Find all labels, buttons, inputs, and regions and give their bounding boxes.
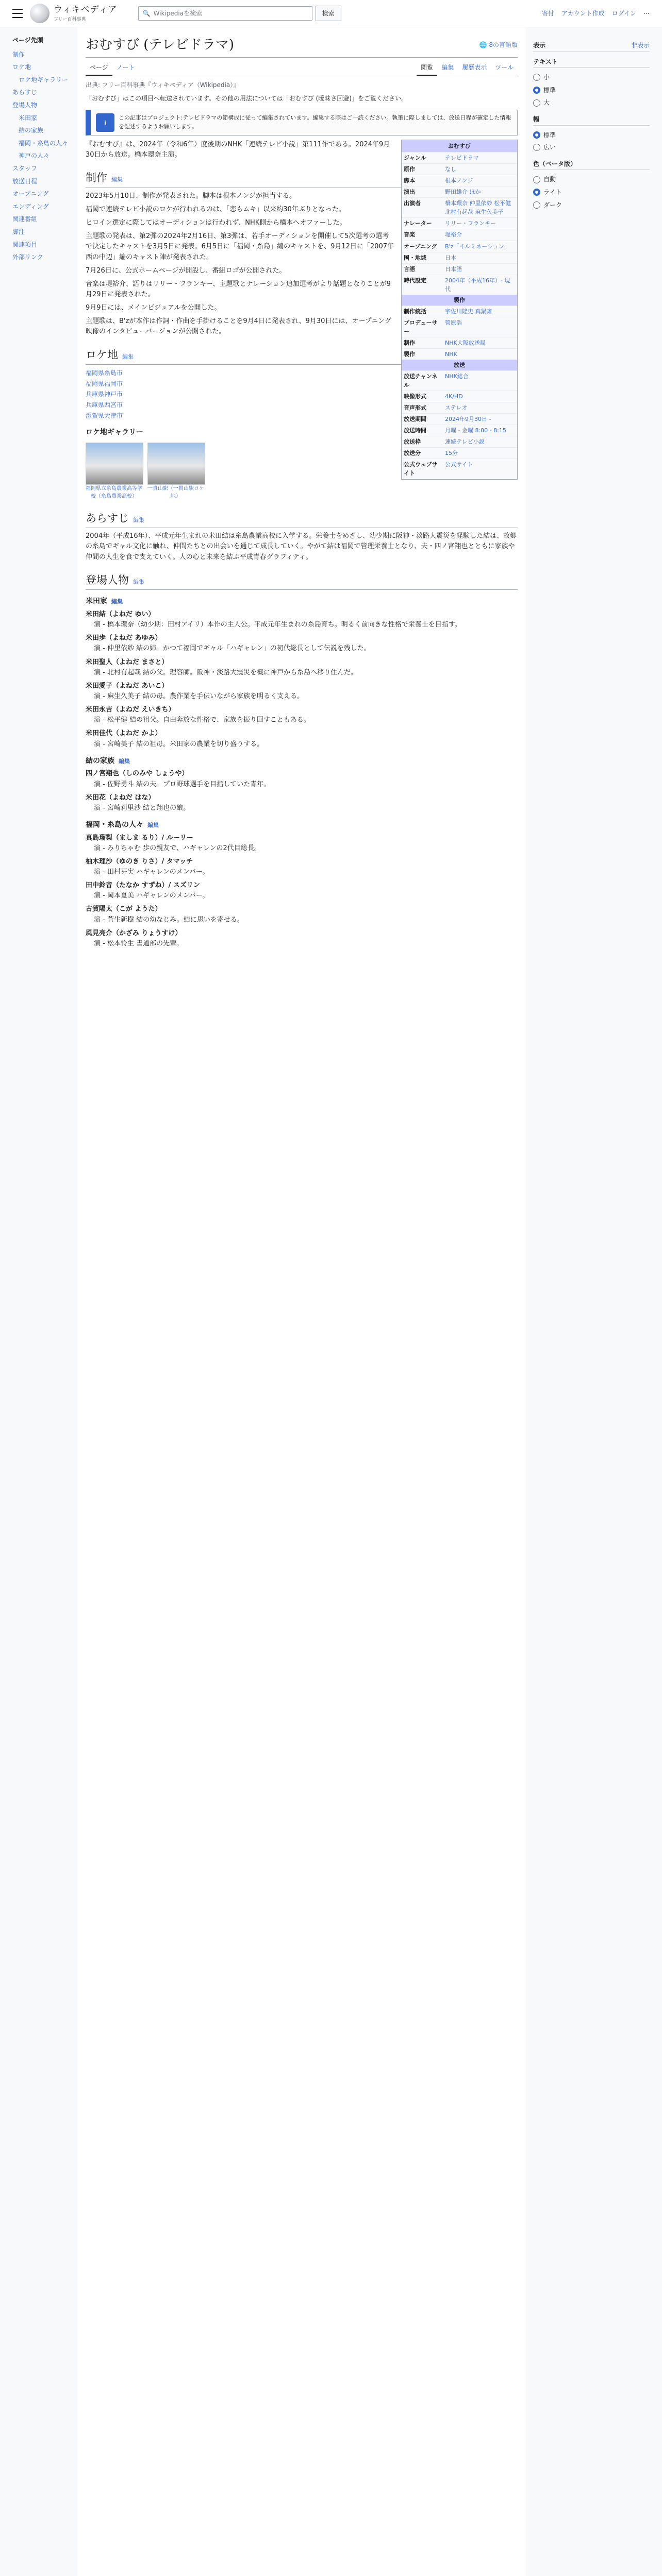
character-description: 演 - 宮崎美子 結の祖母。米田家の農業を切り盛りする。 xyxy=(94,740,264,748)
tab-history[interactable]: 履歴表示 xyxy=(462,64,487,72)
gallery-item[interactable] xyxy=(147,443,204,501)
character-list xyxy=(86,609,518,750)
notice-text: この記事はプロジェクト:テレビドラマの節構成に従って編集されています。編集する際はご一読ください。執筆に際しましては、放送日程が確定した情報を記述するようお願いします。 xyxy=(119,114,511,130)
radio-button[interactable] xyxy=(533,189,540,196)
infobox-row xyxy=(402,337,517,348)
infobox-row xyxy=(402,275,517,295)
infobox-value[interactable]: 連続テレビ小説 xyxy=(445,438,485,446)
character-name: 米田佳代（よねだ かよ） xyxy=(86,730,162,738)
location-link[interactable]: 福岡県糸島市 xyxy=(86,369,123,377)
infobox-row xyxy=(402,263,517,275)
text-size-title: テキスト xyxy=(533,57,650,69)
appearance-title xyxy=(533,41,650,52)
toc-item[interactable]: 脚注 xyxy=(12,228,25,235)
infobox-label: 放送チャンネル xyxy=(404,373,438,389)
toc-item[interactable]: スタッフ xyxy=(12,164,38,172)
option-label: 自動 xyxy=(543,176,556,183)
character-list xyxy=(86,833,518,949)
tab-edit[interactable]: 編集 xyxy=(441,64,454,72)
character-name: 風見亮介（かざみ りょうすけ） xyxy=(86,929,182,937)
notice-box xyxy=(86,110,518,135)
toc-title[interactable]: ページ先頭 xyxy=(12,37,43,44)
character-description: 演 - 佐野勇斗 結の夫。プロ野球選手を目指していた青年。 xyxy=(94,780,271,788)
appearance-option[interactable] xyxy=(533,141,650,154)
search-input[interactable] xyxy=(138,6,312,21)
infobox-head-production: 製作 xyxy=(402,295,517,306)
option-label: 広い xyxy=(543,144,556,151)
toc-item[interactable]: 制作 xyxy=(12,50,25,58)
character-name: 米田永吉（よねだ えいきち） xyxy=(86,706,175,714)
infobox-value[interactable]: 堤裕介 xyxy=(445,231,462,239)
infobox-label: 放送枠 xyxy=(404,438,421,446)
production-paragraph: 音楽は堤裕介、語りはリリー・フランキー、主題歌とナレーション追加選考がより話題となりことが9月29日に発表された。 xyxy=(86,280,391,299)
more-options-icon[interactable]: ⋯ xyxy=(643,9,650,17)
lead-paragraph: 『おむすび』は、2024年（令和6年）度後期のNHK「連続テレビ小説」第111作である。2024年9月30日から放送。橋本環奈主演。 xyxy=(86,141,390,159)
appearance-title-text: 表示 xyxy=(533,42,546,49)
infobox-title: おむすび xyxy=(402,140,517,152)
infobox-value[interactable]: 日本語 xyxy=(445,265,462,273)
location-list xyxy=(86,368,126,421)
character-name: 四ノ宮翔也（しのみや しょうや） xyxy=(86,770,189,778)
character-description: 演 - 松本怜生 書道部の先輩。 xyxy=(94,939,184,947)
infobox-label: ジャンル xyxy=(404,155,426,162)
infobox-label: 放送期間 xyxy=(404,416,426,423)
infobox-row xyxy=(402,197,517,217)
infobox-head-broadcast: 放送 xyxy=(402,360,517,370)
infobox-row xyxy=(402,152,517,163)
toc-subitem[interactable]: 福岡・糸島の人々 xyxy=(19,139,69,147)
infobox-value[interactable]: NHK xyxy=(445,350,457,358)
infobox-value[interactable]: テレビドラマ xyxy=(445,155,479,162)
infobox-row xyxy=(402,317,517,337)
infobox-value[interactable]: 2024年9月30日 - xyxy=(445,416,491,423)
infobox-value[interactable]: 4K/HD xyxy=(445,393,463,400)
option-label: 大 xyxy=(543,99,550,107)
character-group-heading xyxy=(86,756,518,767)
character-description: 演 - みりちゃむ 歩の親友で、ハギャレンの2代目総長。 xyxy=(94,844,261,852)
production-paragraph: 主題歌の発表は、第2弾の2024年2月16日、第3弾は、若手オーディションを開催して5次選考の選考で決定したキャストを3月5日に発表。6月5日に「福岡・糸島」編のキャストを、9月12日に「2007年 西の中辺」編のキャスト陣が発表された。 xyxy=(86,232,394,261)
edit-section-link[interactable]: 編集 xyxy=(122,353,134,360)
infobox-value[interactable]: 根本ノンジ xyxy=(445,177,473,184)
location-gallery xyxy=(86,443,394,501)
infobox-label: 演出 xyxy=(404,189,415,196)
appearance-panel xyxy=(526,27,662,2576)
character-name: 米田愛子（よねだ あいこ） xyxy=(86,682,169,690)
location-link[interactable]: 滋賀県大津市 xyxy=(86,412,123,419)
infobox-label: オープニング xyxy=(404,243,437,250)
character-list xyxy=(86,769,518,814)
character-name: 米田聖人（よねだ まさと） xyxy=(86,658,169,666)
appearance-option[interactable] xyxy=(533,84,650,97)
infobox-label: 公式ウェブサイト xyxy=(404,461,438,477)
appearance-option[interactable] xyxy=(533,129,650,142)
appearance-option[interactable] xyxy=(533,96,650,109)
infobox-row xyxy=(402,306,517,317)
location-link[interactable]: 福岡県福岡市 xyxy=(86,380,123,387)
character-group-title: 結の家族 xyxy=(86,756,114,765)
infobox-row xyxy=(402,447,517,459)
user-links xyxy=(542,9,650,19)
infobox-row xyxy=(402,425,517,436)
page-title-text: おむすび (テレビドラマ) xyxy=(86,37,235,53)
site-name: ウィキペディア xyxy=(54,4,118,15)
toc-item[interactable]: 登場人物 xyxy=(12,101,38,109)
character-name: 柚木理沙（ゆのき りさ）/ タマッチ xyxy=(86,857,193,866)
infobox-row xyxy=(402,217,517,229)
character-group-title: 米田家 xyxy=(86,597,107,606)
infobox-row xyxy=(402,436,517,447)
character-group-heading xyxy=(86,820,518,831)
infobox-value[interactable]: リリー・フランキー xyxy=(445,220,496,227)
section-title: 登場人物 xyxy=(86,573,129,586)
location-photo[interactable] xyxy=(147,443,205,485)
infobox-label: プロデューサー xyxy=(404,319,438,335)
toc-item[interactable]: あらすじ xyxy=(12,89,38,96)
infobox-value[interactable]: NHK総合 xyxy=(445,373,469,380)
infobox-value[interactable]: 橋本環奈 仲里依紗 松平健 北村有起哉 麻生久美子 xyxy=(445,200,511,216)
character-description: 演 - 田村芽実 ハギャレンのメンバー。 xyxy=(94,868,209,876)
top-bar xyxy=(0,0,662,27)
production-paragraph: 2023年5月10日、制作が発表された。脚本は根本ノンジが担当する。 xyxy=(86,192,296,200)
site-tagline: フリー百科事典 xyxy=(54,17,86,23)
article-body xyxy=(77,27,526,2576)
character-name: 真島瑠梨（ましま るり）/ ルーリー xyxy=(86,834,193,842)
production-paragraph: 主題歌は、B'zが本作は作詞・作曲を手掛けることを9月4日に発表され、9月30日には、オープニング映像のインタビューバージョンが公開された。 xyxy=(86,317,391,336)
option-label: 標準 xyxy=(543,86,556,94)
appearance-option[interactable] xyxy=(533,186,650,199)
login-link[interactable]: ログイン xyxy=(611,9,636,17)
infobox-value[interactable]: B'z「イルミネーション」 xyxy=(445,243,510,250)
character-name: 古賀陽太（こが ようた） xyxy=(86,905,162,913)
section-title: ロケ地 xyxy=(86,348,118,361)
infobox-row xyxy=(402,370,517,391)
edit-section-link[interactable]: 編集 xyxy=(111,598,123,605)
gallery-item[interactable] xyxy=(86,443,142,501)
infobox-row xyxy=(402,252,517,263)
width-title: 幅 xyxy=(533,114,650,126)
character-name: 田中鈴音（たなか すずね）/ スズリン xyxy=(86,882,200,890)
section-title: 制作 xyxy=(86,172,107,184)
infobox-label: 原作 xyxy=(404,166,415,173)
synopsis-text: 2004年（平成16年）、平成元年生まれの米田結は糸島農業高校に入学する。栄養士をめざし、幼少期に阪神・淡路大震災を経験した結は、故郷の糸島でギャル文化に触れ、仲間たちとの出会いを通じて成長していく。やがて結は福岡で管理栄養士となり、夫・四ノ宮翔也とともに家族や仲間の人生を食で支えていく。人の心と未来を結ぶ平成青春グラフィティ。 xyxy=(86,532,517,561)
location-photo[interactable] xyxy=(86,443,143,485)
infobox-value[interactable]: 15分 xyxy=(445,450,458,457)
infobox xyxy=(401,140,518,479)
section-title: あらすじ xyxy=(86,512,129,524)
toc-item[interactable]: ロケ地 xyxy=(12,63,31,71)
infobox-value[interactable]: なし xyxy=(445,166,456,173)
toc-item[interactable]: 関連番組 xyxy=(12,215,38,223)
edit-section-link[interactable]: 編集 xyxy=(111,176,123,183)
option-label: 小 xyxy=(543,74,550,81)
search-button[interactable]: 検索 xyxy=(316,6,341,21)
color-title: 色（ベータ版） xyxy=(533,159,650,171)
infobox-row xyxy=(402,241,517,252)
location-link[interactable]: 兵庫県西宮市 xyxy=(86,401,123,409)
infobox-label: 製作 xyxy=(404,350,415,358)
option-label: 標準 xyxy=(543,131,556,139)
search-placeholder: Wikipediaを検索 xyxy=(153,9,203,17)
character-name: 米田歩（よねだ あゆみ） xyxy=(86,634,162,642)
infobox-label: 制作 xyxy=(404,339,415,346)
edit-section-link[interactable]: 編集 xyxy=(133,516,144,523)
main-menu-icon[interactable] xyxy=(12,9,23,18)
infobox-label: 国・地域 xyxy=(404,254,426,261)
toc-subitem[interactable]: 結の家族 xyxy=(19,127,44,134)
toc-item[interactable]: 外部リンク xyxy=(12,253,43,261)
hide-button[interactable]: 非表示 xyxy=(631,42,650,49)
infobox-value[interactable]: 宇佐川隆史 真鍋斎 xyxy=(445,308,492,315)
infobox-value[interactable]: ステレオ xyxy=(445,404,468,412)
search-form xyxy=(138,6,341,21)
tab-talk[interactable]: ノート xyxy=(116,64,135,72)
infobox-row xyxy=(402,413,517,425)
tab-tools[interactable]: ツール xyxy=(495,64,514,72)
radio-button[interactable] xyxy=(533,144,540,151)
search-icon: 🔍 xyxy=(142,9,151,17)
gallery-caption[interactable]: 福岡県立糸島農業高等学校（糸島農業高校） xyxy=(86,485,142,500)
site-logo[interactable] xyxy=(30,3,118,24)
gallery-heading: ロケ地ギャラリー xyxy=(86,428,143,437)
infobox-value[interactable]: 月曜 - 金曜 8:00 - 8:15 xyxy=(445,427,506,434)
production-paragraph: 福岡で連続テレビ小説のロケが行われるのは、「恋もムキ」以来約30年ぶりとなった。 xyxy=(86,206,345,214)
infobox-label: 言語 xyxy=(404,265,415,273)
production-paragraph: 7月26日に、公式ホームページが開設し、番組ロゴが公開された。 xyxy=(86,266,286,275)
infobox-row xyxy=(402,391,517,402)
appearance-option[interactable] xyxy=(533,71,650,84)
gallery-caption[interactable]: 一貴山駅（一貴山駅ロケ地） xyxy=(147,485,204,500)
table-of-contents xyxy=(0,27,77,2576)
location-link[interactable]: 兵庫県神戸市 xyxy=(86,391,123,398)
toc-item[interactable]: オープニング xyxy=(12,190,49,198)
language-button[interactable]: 🌐 8の言語版 xyxy=(479,41,518,48)
tab-read[interactable]: 閲覧 xyxy=(417,61,437,76)
tab-page[interactable]: ページ xyxy=(86,61,112,76)
infobox-label: 音声形式 xyxy=(404,404,426,412)
infobox-label: 脚本 xyxy=(404,177,415,184)
appearance-option[interactable] xyxy=(533,199,650,212)
character-description: 演 - 北村有起哉 結の父。理容師。阪神・淡路大震災を機に神戸から糸島へ移り住んだ。 xyxy=(94,668,358,676)
character-description: 演 - 麻生久美子 結の母。農作業を手伝いながら家族を明るく支える。 xyxy=(94,692,304,700)
character-description: 演 - 宮崎莉里沙 結と翔也の娘。 xyxy=(94,804,190,812)
create-account-link[interactable]: アカウント作成 xyxy=(561,9,605,17)
character-description: 演 - 菅生新樹 結の幼なじみ。結に思いを寄せる。 xyxy=(94,916,244,924)
infobox-label: 制作統括 xyxy=(404,308,426,315)
infobox-label: 音楽 xyxy=(404,231,415,239)
option-label: ダーク xyxy=(543,201,562,209)
character-name: 米田花（よねだ はな） xyxy=(86,793,155,802)
page-tabs xyxy=(86,61,518,76)
radio-button[interactable] xyxy=(533,87,540,94)
infobox-value[interactable]: NHK大阪放送局 xyxy=(445,339,486,346)
infobox-row xyxy=(402,459,517,479)
language-button-label: 8の言語版 xyxy=(489,41,518,48)
production-paragraph: 9月9日には、メインビジュアルを公開した。 xyxy=(86,304,221,312)
page-title xyxy=(86,35,518,58)
infobox-row xyxy=(402,186,517,197)
toc-item[interactable]: 放送日程 xyxy=(12,177,38,185)
infobox-value[interactable]: 日本 xyxy=(445,254,456,261)
infobox-value[interactable]: 2004年（平成16年）- 現代 xyxy=(445,277,510,293)
infobox-row xyxy=(402,402,517,413)
radio-button[interactable] xyxy=(533,201,540,209)
infobox-value[interactable]: 野田雄介 ほか xyxy=(445,189,481,196)
character-group-title: 福岡・糸島の人々 xyxy=(86,820,143,829)
section-heading-characters xyxy=(86,572,518,590)
wikipedia-globe-icon xyxy=(30,4,49,23)
infobox-label: 放送時間 xyxy=(404,427,426,434)
character-description: 演 - 岡本夏美 ハギャレンのメンバー。 xyxy=(94,892,209,900)
toc-item[interactable]: 関連項目 xyxy=(12,241,38,248)
edit-section-link[interactable]: 編集 xyxy=(147,821,159,828)
radio-button[interactable] xyxy=(533,74,540,81)
radio-button[interactable] xyxy=(533,176,540,183)
infobox-label: 放送分 xyxy=(404,450,421,457)
infobox-label: 出演者 xyxy=(404,200,421,207)
edit-section-link[interactable]: 編集 xyxy=(119,757,130,765)
toc-subitem[interactable]: ロケ地ギャラリー xyxy=(19,76,69,83)
infobox-row xyxy=(402,163,517,175)
toc-subitem[interactable]: 神戸の人々 xyxy=(19,152,50,160)
character-name: 米田結（よねだ ゆい） xyxy=(86,611,155,618)
info-icon: i xyxy=(96,113,114,132)
radio-button[interactable] xyxy=(533,99,540,107)
character-description: 演 - 仲里依紗 結の姉。かつて福岡でギャル「ハギャレン」の初代総長として伝説を残した。 xyxy=(94,645,371,653)
character-description: 演 - 橋本環奈（幼少期：田村アイリ）本作の主人公。平成元年生まれの糸島育ち。明るく前向きな性格で栄養士を目指す。 xyxy=(94,621,461,629)
infobox-value[interactable]: 公式サイト xyxy=(445,461,473,468)
option-label: ライト xyxy=(543,188,562,196)
edit-section-link[interactable]: 編集 xyxy=(133,578,144,585)
from-line: 出典: フリー百科事典『ウィキペディア（Wikipedia）』 xyxy=(86,81,240,89)
infobox-row xyxy=(402,175,517,186)
infobox-row xyxy=(402,348,517,360)
infobox-value[interactable]: 管原浩 xyxy=(445,319,462,326)
infobox-label: 映像形式 xyxy=(404,393,426,400)
donate-link[interactable]: 寄付 xyxy=(541,9,554,17)
toc-item[interactable]: エンディング xyxy=(12,202,49,210)
infobox-label: 時代設定 xyxy=(404,277,426,284)
character-description: 演 - 松平健 結の祖父。自由奔放な性格で、家族を振り回すこともある。 xyxy=(94,716,310,724)
radio-button[interactable] xyxy=(533,131,540,139)
section-heading-synopsis xyxy=(86,510,518,529)
appearance-option[interactable] xyxy=(533,173,650,186)
hatnote: 「おむすび」はこの項目へ転送されています。その他の用法については「おむすび (曖昧さ回避)」をご覧ください。 xyxy=(86,95,407,103)
infobox-row xyxy=(402,229,517,240)
toc-subitem[interactable]: 米田家 xyxy=(19,114,38,122)
production-paragraph: ヒロイン選定に際してはオーディションは行われず、NHK側から橋本へオファーした。 xyxy=(86,219,346,227)
character-group-heading xyxy=(86,596,518,607)
infobox-label: ナレーター xyxy=(404,220,432,227)
